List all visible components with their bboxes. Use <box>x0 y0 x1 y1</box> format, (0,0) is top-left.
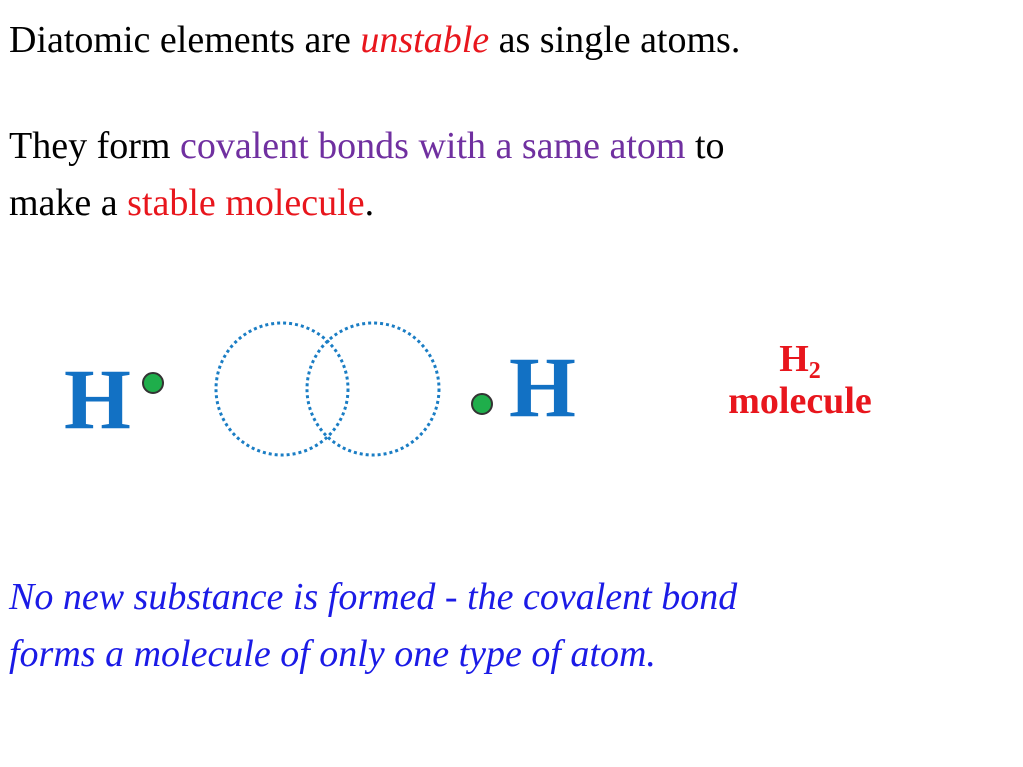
stable-molecule-highlight: stable molecule <box>127 182 365 224</box>
unstable-highlight: unstable <box>360 19 490 61</box>
intro-line-2-after: to <box>685 125 725 167</box>
intro-line-1 <box>9 18 740 62</box>
right-electron-dot <box>472 394 492 414</box>
h2-formula-subscript: 2 <box>808 358 821 384</box>
intro-line-2 <box>9 124 725 168</box>
covalent-bond-highlight: covalent bonds with a same atom <box>179 125 686 167</box>
molecule-word: molecule <box>728 380 872 422</box>
intro-line-1-before: Diatomic elements are <box>9 19 361 61</box>
conclusion-line-2: forms a molecule of only one type of atom. <box>9 633 656 675</box>
h2-formula <box>700 338 900 384</box>
hydrogen-atom-left-label: H <box>64 351 131 447</box>
intro-line-2-before: They form <box>9 125 180 167</box>
left-electron-shell <box>216 323 348 455</box>
h2-molecule-label <box>700 338 900 422</box>
h2-formula-base: H <box>779 338 809 380</box>
left-electron-dot <box>143 373 163 393</box>
hydrogen-atom-right-label: H <box>509 339 576 435</box>
right-electron-shell <box>307 323 439 455</box>
intro-line-1-after: as single atoms. <box>489 19 741 61</box>
intro-line-3-before: make a <box>9 182 128 224</box>
conclusion-line-1: No new substance is formed - the covalent bond <box>9 576 738 618</box>
intro-line-3 <box>9 181 374 225</box>
intro-line-3-after: . <box>364 182 375 224</box>
